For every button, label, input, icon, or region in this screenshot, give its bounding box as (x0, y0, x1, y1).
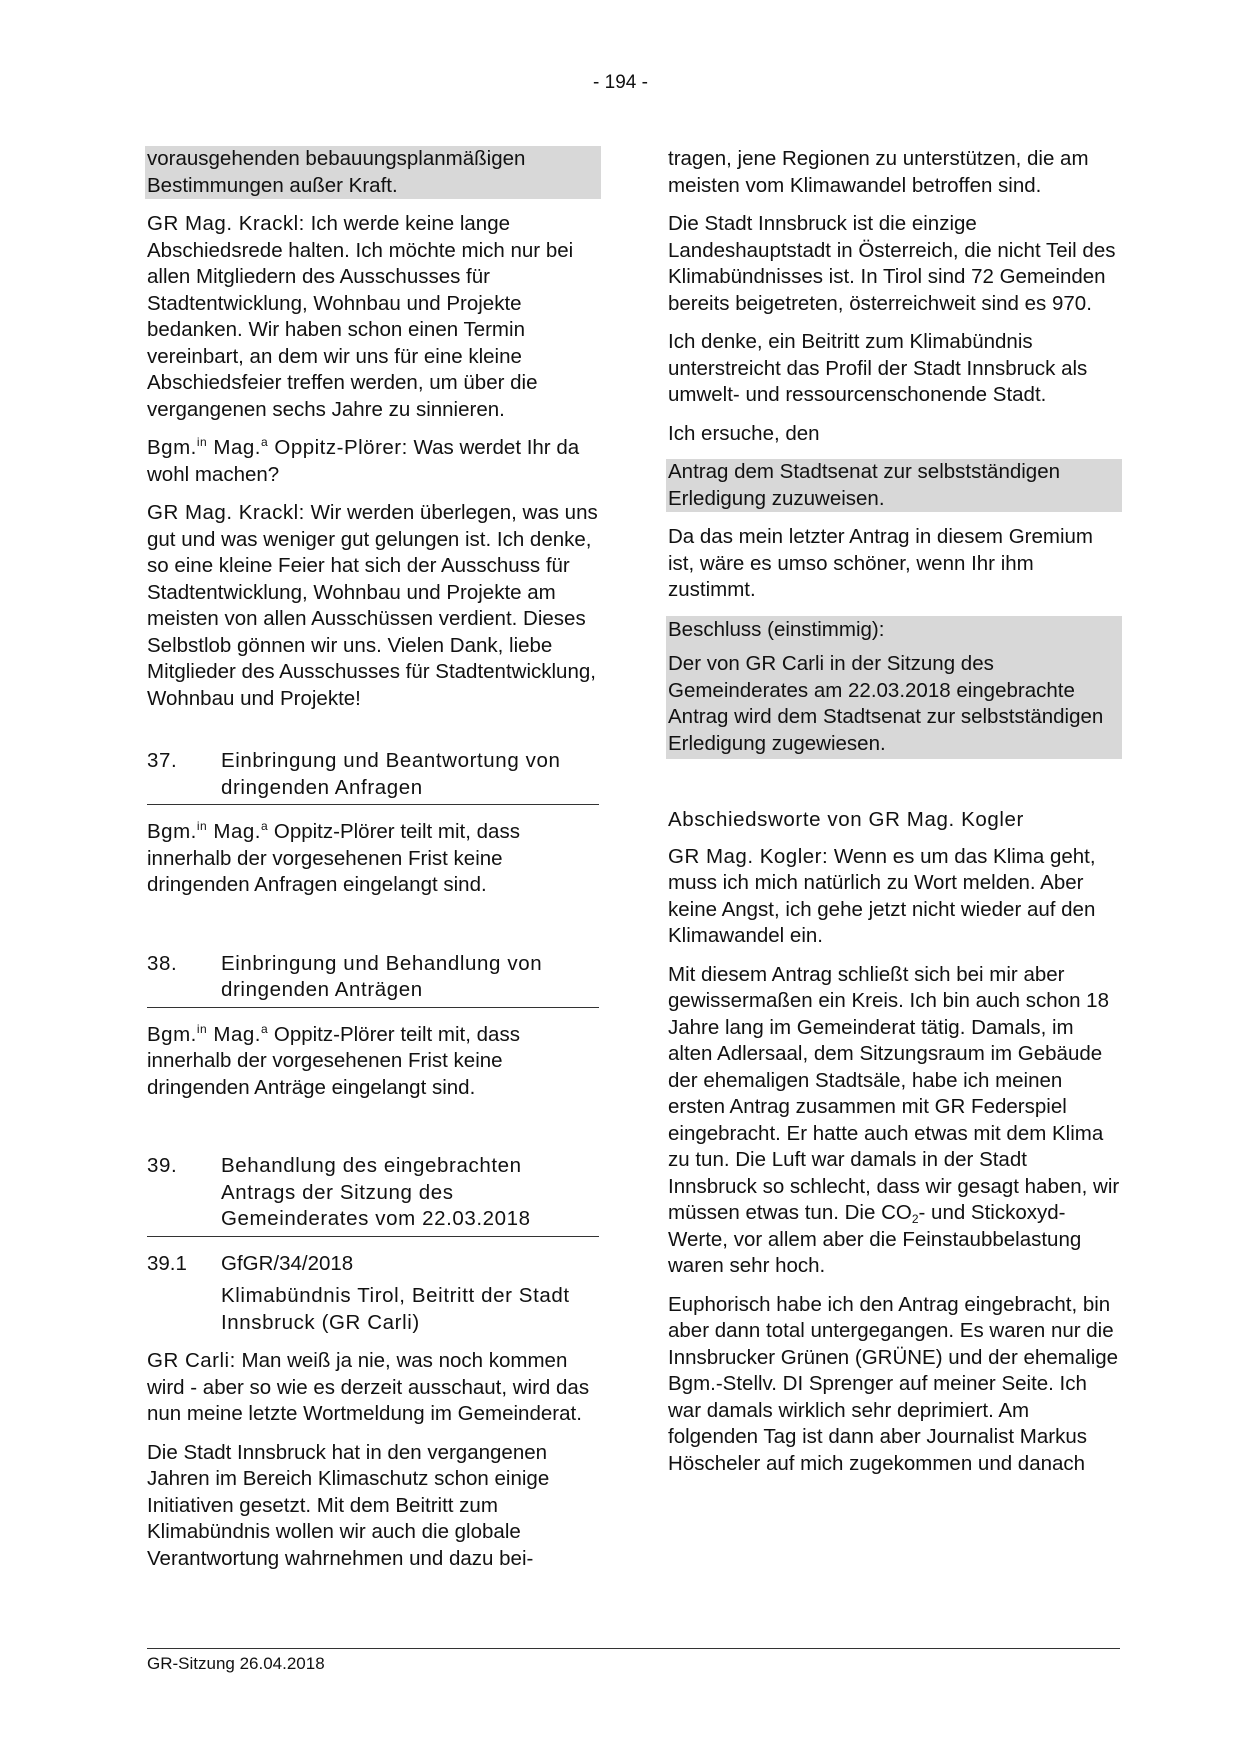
speech-text: Wenn es um das Klima geht, muss ich mich natürlich zu Wort melden. Aber keine Angst, ich gehe jetzt nicht wieder auf den Klimawandel ein. (668, 844, 1096, 947)
agenda-number: 39. (147, 1154, 178, 1177)
speech-paragraph: Euphorisch habe ich den Antrag eingebracht, bin aber dann total untergegangen. Es waren nur die Innsbrucker Grünen (GRÜNE) und der ehemalige Bgm.-Stellv. DI Sprenger auf meiner Seite. Ich war damals wirklich sehr deprimiert. Am folgenden Tag ist dann aber Journalist Markus Höscheler auf mich zugekommen und danach (668, 1292, 1119, 1475)
speech-paragraph (147, 1348, 599, 1428)
agenda-title: Einbringung und Beantwortung von dringenden Anfragen (221, 749, 561, 799)
decision-label: Beschluss (einstimmig): (668, 617, 885, 641)
speaker-name: Bgm.$^{in}$ Mag.$^a$ Oppitz-Plörer: (147, 435, 408, 459)
agenda-text: Bgm.$^{in}$ Mag.$^a$ Oppitz-Plörer teilt mit, dass innerhalb der vorgesehenen Frist keine dringenden Anfragen eingelangt sind. (147, 819, 520, 896)
agenda-text: Bgm.$^{in}$ Mag.$^a$ Oppitz-Plörer teilt mit, dass innerhalb der vorgesehenen Frist keine dringenden Anträge eingelangt sind. (147, 1021, 520, 1099)
speech-paragraph (668, 844, 1120, 950)
speech-paragraph: Da das mein letzter Antrag in diesem Gremium ist, wäre es umso schöner, wenn Ihr ihm zustimmt. (668, 525, 1093, 601)
speech-text: Man weiß ja nie, was noch kommen wird - aber so wie es derzeit ausschaut, wird das nun meine letzte Wortmeldung im Gemeinderat. (147, 1349, 590, 1425)
left-column (147, 146, 599, 1584)
decision-box (666, 616, 1122, 760)
speech-text: Wir werden überlegen, was uns gut und was weniger gut gelungen ist. Ich denke, so eine kleine Feier hat sich der Ausschuss für Stadtentwicklung, Wohnbau und Projekte am meisten von allen Ausschüssen verdient. Dieses Selbstlob gönnen wir uns. Vielen Dank, liebe Mitglieder des Ausschusses für Stadtentwicklung, Wohnbau und Projekte! (147, 501, 598, 710)
decision-text: Der von GR Carli in der Sitzung des Gemeinderates am 22.03.2018 eingebrachte Antrag wird dem Stadtsenat zur selbstständigen Erledigung zugewiesen. (668, 652, 1104, 755)
subitem-reference: GfGR/34/2018 (221, 1251, 354, 1275)
speech-paragraph (147, 500, 599, 712)
speech-text: Was werdet Ihr da wohl machen? (147, 436, 580, 486)
agenda-item-38 (147, 951, 599, 1008)
subitem-subject: Klimabündnis Tirol, Beitritt der Stadt Innsbruck (GR Carli) (221, 1284, 570, 1334)
footer: GR-Sitzung 26.04.2018 (147, 1648, 1120, 1674)
right-column (668, 146, 1120, 1489)
speaker-name: GR Carli: (147, 1349, 236, 1372)
subitem-number: 39.1 (147, 1251, 187, 1275)
agenda-item-37 (147, 748, 599, 805)
speech-paragraph: Ich denke, ein Beitritt zum Klimabündnis unterstreicht das Profil der Stadt Innsbruck als umwelt- und ressourcenschonende Stadt. (668, 330, 1088, 406)
speech-text: Ich werde keine lange Abschiedsrede halten. Ich möchte mich nur bei allen Mitgliedern des Ausschusses für Stadtentwicklung, Wohnbau und Projekte bedanken. Wir haben schon einen Termin vereinbart, an dem wir uns für eine kleine Abschiedsfeier treffen werden, um über die vergangenen sechs Jahre zu sinnieren. (147, 212, 574, 421)
highlighted-text: vorausgehenden bebauungsplanmäßigen Bestimmungen außer Kraft. (145, 146, 601, 199)
agenda-title: Einbringung und Behandlung von dringenden Anträgen (221, 951, 543, 1001)
speech-paragraph: Mit diesem Antrag schließt sich bei mir aber gewissermaßen ein Kreis. Ich bin auch schon 18 Jahre lang im Gemeinderat tätig. Damals, im alten Adlersaal, dem Sitzungsraum im Gebäude der ehemaligen Stadtsäle, habe ich meinen ersten Antrag zusammen mit GR Federspiel eingebracht. Er hatte auch etwas mit dem Klima zu tun. Die Luft war damals in der Stadt Innsbruck so schlecht, dass wir gesagt haben, wir müssen etwas tun. Die $CO_2-$ und Stickoxyd-Werte, vor allem aber die Feinstaubbelastung waren sehr hoch. (668, 962, 1120, 1277)
speaker-name: GR Mag. Krackl: (147, 501, 305, 524)
speaker-name: GR Mag. Krackl: (147, 212, 305, 235)
speech-paragraph: Die Stadt Innsbruck ist die einzige Landeshauptstadt in Österreich, die nicht Teil des Klimabündnisses ist. In Tirol sind 72 Gemeinden bereits beigetreten, österreichweit sind es 970. (668, 212, 1116, 315)
agenda-number: 37. (147, 749, 178, 772)
highlighted-motion: Antrag dem Stadtsenat zur selbstständigen Erledigung zuzuweisen. (666, 459, 1122, 512)
speech-paragraph: Die Stadt Innsbruck hat in den vergangenen Jahren im Bereich Klimaschutz schon einige Initiativen gesetzt. Mit dem Beitritt zum Klimabündnis wollen wir auch die globale Verantwortung wahrnehmen und dazu bei- (147, 1440, 550, 1570)
agenda-subitem-39-1 (147, 1251, 599, 1278)
section-heading: Abschiedsworte von GR Mag. Kogler (668, 808, 1024, 831)
agenda-item-39 (147, 1153, 599, 1237)
speech-paragraph (147, 211, 599, 423)
page-number: - 194 - (593, 72, 648, 93)
speech-paragraph (147, 435, 599, 488)
agenda-title: Behandlung des eingebrachten Antrags der Sitzung des Gemeinderates vom 22.03.2018 (221, 1154, 531, 1230)
speech-paragraph: Ich ersuche, den (668, 421, 820, 445)
agenda-number: 38. (147, 951, 178, 975)
speech-paragraph: tragen, jene Regionen zu unterstützen, die am meisten vom Klimawandel betroffen sind. (668, 147, 1089, 197)
speaker-name: GR Mag. Kogler: (668, 844, 829, 868)
